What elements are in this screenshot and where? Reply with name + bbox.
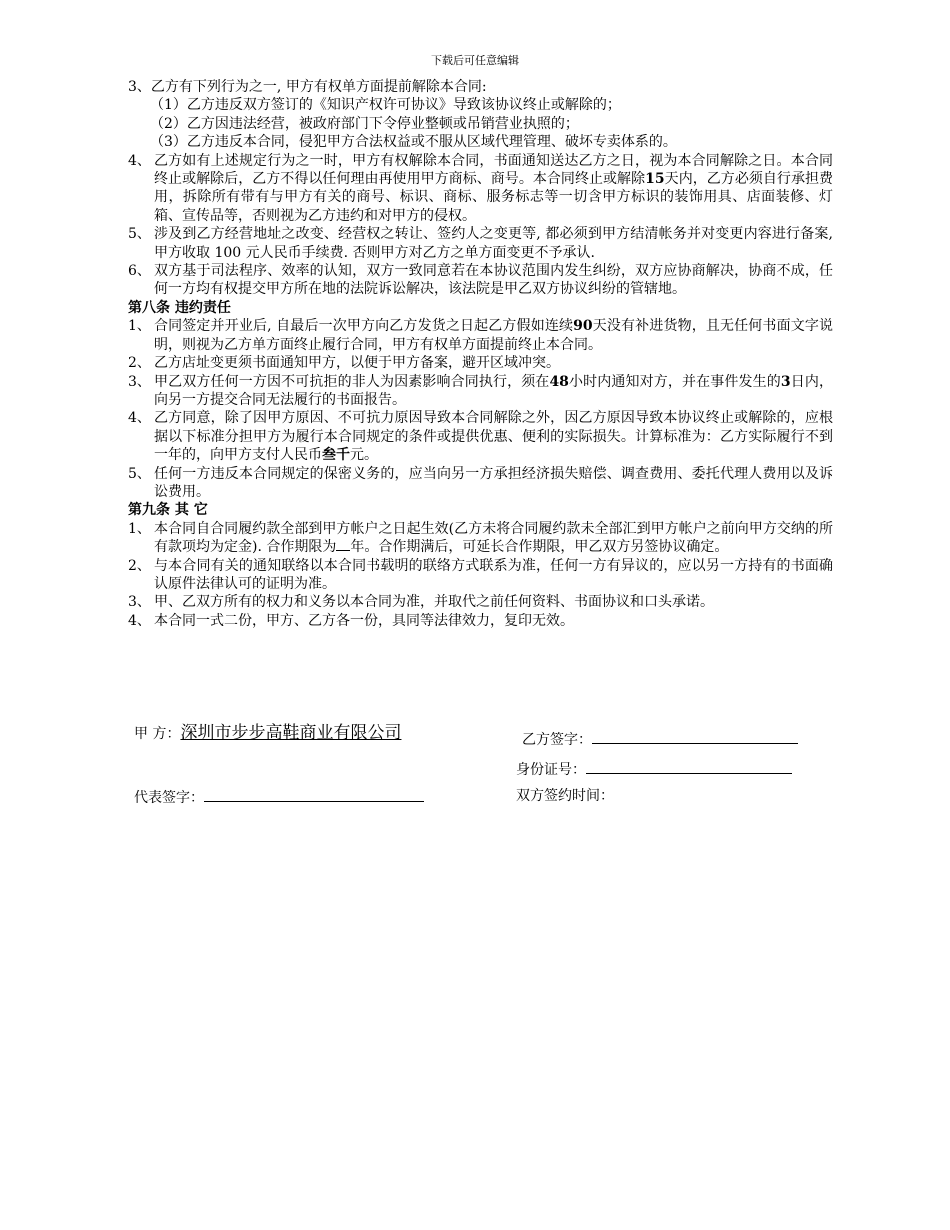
clause-text: 天内，乙方必须自行承担费用，拆除所有带有与甲方有关的商号、标识、商标、服务标志等一切含甲方标识的装饰用具、店面装修、灯箱、宣传品等，否则视为乙方违约和对甲方的侵权。	[154, 171, 834, 224]
clause-text: 本合同一式二份，甲方、乙方各一份，具同等法律效力，复印无效。	[154, 612, 574, 629]
party-a-label: 甲 方：	[134, 726, 181, 742]
clause-8-5	[128, 465, 833, 502]
party-b-signature-line[interactable]	[592, 729, 798, 744]
clause-7-4	[128, 152, 833, 226]
clause-8-2	[128, 354, 833, 372]
clause-7-5	[128, 225, 833, 262]
clause-text: 乙方有下列行为之一, 甲方有权单方面提前解除本合同:	[150, 79, 487, 95]
section-9-title: 第九条 其 它	[128, 502, 208, 519]
days-value: 3	[780, 373, 791, 390]
clause-8-4	[128, 409, 833, 464]
clause-number: 4、	[128, 410, 151, 427]
clause-number: 2、	[128, 355, 151, 372]
clause-number: 4、	[128, 152, 151, 169]
clause-text: 乙方如有上述规定行为之一时，甲方有权解除本合同，书面通知送达乙方之日，视为本合同解除之日。本合同终止或解除后，乙方不得以任何理由再使用甲方商标、商号。本合同终止或解除	[154, 152, 833, 188]
clause-7-3-2: （2）乙方因违法经营，被政府部门下令停业整顿或吊销营业执照的；	[150, 115, 579, 132]
clause-9-1	[128, 520, 833, 557]
id-number-field	[516, 759, 792, 779]
contract-body	[128, 78, 833, 630]
clause-number: 1、	[128, 318, 151, 335]
hours-value: 48	[549, 373, 569, 390]
rep-label: 代表签字：	[134, 790, 204, 806]
clause-text: 元。	[350, 447, 378, 464]
clause-text: 任何一方违反本合同规定的保密义务的，应当向另一方承担经济损失赔偿、调查费用、委托代理人费用以及诉讼费用。	[154, 465, 833, 500]
clause-9-3	[128, 593, 833, 611]
clause-text: 年。合作期满后，可延长合作期限，甲乙双方另签协议确定。	[350, 539, 729, 556]
clause-text: 与本合同有关的通知联络以本合同书载明的联络方式联系为准，任何一方有异议的，应以另一方持有的书面确认原件法律认可的证明为准。	[154, 557, 833, 592]
id-number-line[interactable]	[586, 759, 792, 774]
clause-7-3	[128, 78, 833, 96]
party-a-company: 深圳市步步高鞋商业有限公司	[180, 723, 402, 743]
rep-signature-line[interactable]	[204, 787, 424, 802]
representative-signature	[134, 787, 424, 807]
clause-number: 3、	[128, 79, 151, 95]
section-8-title: 第八条 违约责任	[128, 299, 231, 316]
clause-text: 双方基于司法程序、效率的认知，双方一致同意若在本协议范围内发生纠纷，双方应协商解决，协商不成，任何一方均有权提交甲方所在地的法院诉讼解决，该法院是甲乙双方协议纠纷的管辖地。	[154, 263, 833, 298]
clause-7-3-3: （3）乙方违反本合同，侵犯甲方合法权益或不服从区域代理管理、破坏专卖体系的。	[150, 134, 677, 151]
clause-9-2	[128, 557, 833, 594]
clause-8-3	[128, 373, 833, 410]
page-header: 下载后可任意编辑	[431, 54, 519, 67]
clause-text: 天没有补进货物，且无任何书面文字说明，则视为乙方单方面终止履行合同，甲方有权单方面提前终止本合同。	[154, 318, 833, 353]
clause-number: 2、	[128, 557, 151, 574]
days-value: 15	[645, 171, 665, 188]
clause-text: 日内，向另一方提交合同无法履行的书面报告。	[154, 373, 834, 408]
clause-text: 涉及到乙方经营地址之改变、经营权之转让、签约人之变更等, 都必须到甲方结清帐务并对变更内容进行备案, 甲方收取 100 元人民币手续费. 否则甲方对乙方之单方面变更不予承认.	[154, 226, 833, 261]
clause-number: 6、	[128, 263, 151, 280]
term-blank	[336, 538, 350, 551]
clause-number: 4、	[128, 612, 151, 629]
party-a-signature	[134, 724, 401, 743]
signing-date-field	[516, 787, 614, 805]
clause-number: 5、	[128, 465, 151, 482]
clause-number: 5、	[128, 226, 151, 243]
date-label: 双方签约时间：	[516, 788, 614, 804]
clause-number: 1、	[128, 520, 151, 537]
clause-7-6	[128, 262, 833, 299]
party-b-signature	[522, 729, 798, 749]
days-value: 90	[573, 318, 593, 335]
party-b-label: 乙方签字：	[522, 732, 592, 748]
clause-text: 乙方店址变更须书面通知甲方，以便于甲方备案，避开区域冲突。	[154, 355, 560, 372]
clause-8-1	[128, 317, 833, 354]
clause-text: 本合同自合同履约款全部到甲方帐户之日起生效(乙方未将合同履约款未全部汇到甲方帐户之前向甲方交纳的所有款项均为定金). 合作期限为	[154, 520, 833, 556]
clause-number: 3、	[128, 594, 151, 611]
clause-text: 小时内通知对方，并在事件发生的	[568, 373, 781, 390]
clause-number: 3、	[128, 373, 151, 390]
id-label: 身份证号：	[516, 762, 586, 778]
clause-text: 合同签定并开业后, 自最后一次甲方向乙方发货之日起乙方假如连续	[154, 318, 574, 335]
amount-value: 叁千	[322, 447, 350, 464]
clause-9-4	[128, 612, 833, 630]
clause-text: 甲乙双方任何一方因不可抗拒的非人为因素影响合同执行，须在	[154, 373, 550, 390]
clause-text: 乙方同意，除了因甲方原因、不可抗力原因导致本合同解除之外，因乙方原因导致本协议终止或解除的，应根据以下标准分担甲方为履行本合同规定的条件或提供优惠、便利的实际损失。计算标准为：乙方实际履行不到一年的，向甲方支付人民币	[154, 410, 833, 464]
clause-7-3-1: （1）乙方违反双方签订的《知识产权许可协议》导致该协议终止或解除的；	[150, 97, 621, 114]
clause-text: 甲、乙双方所有的权力和义务以本合同为准，并取代之前任何资料、书面协议和口头承诺。	[154, 594, 714, 611]
